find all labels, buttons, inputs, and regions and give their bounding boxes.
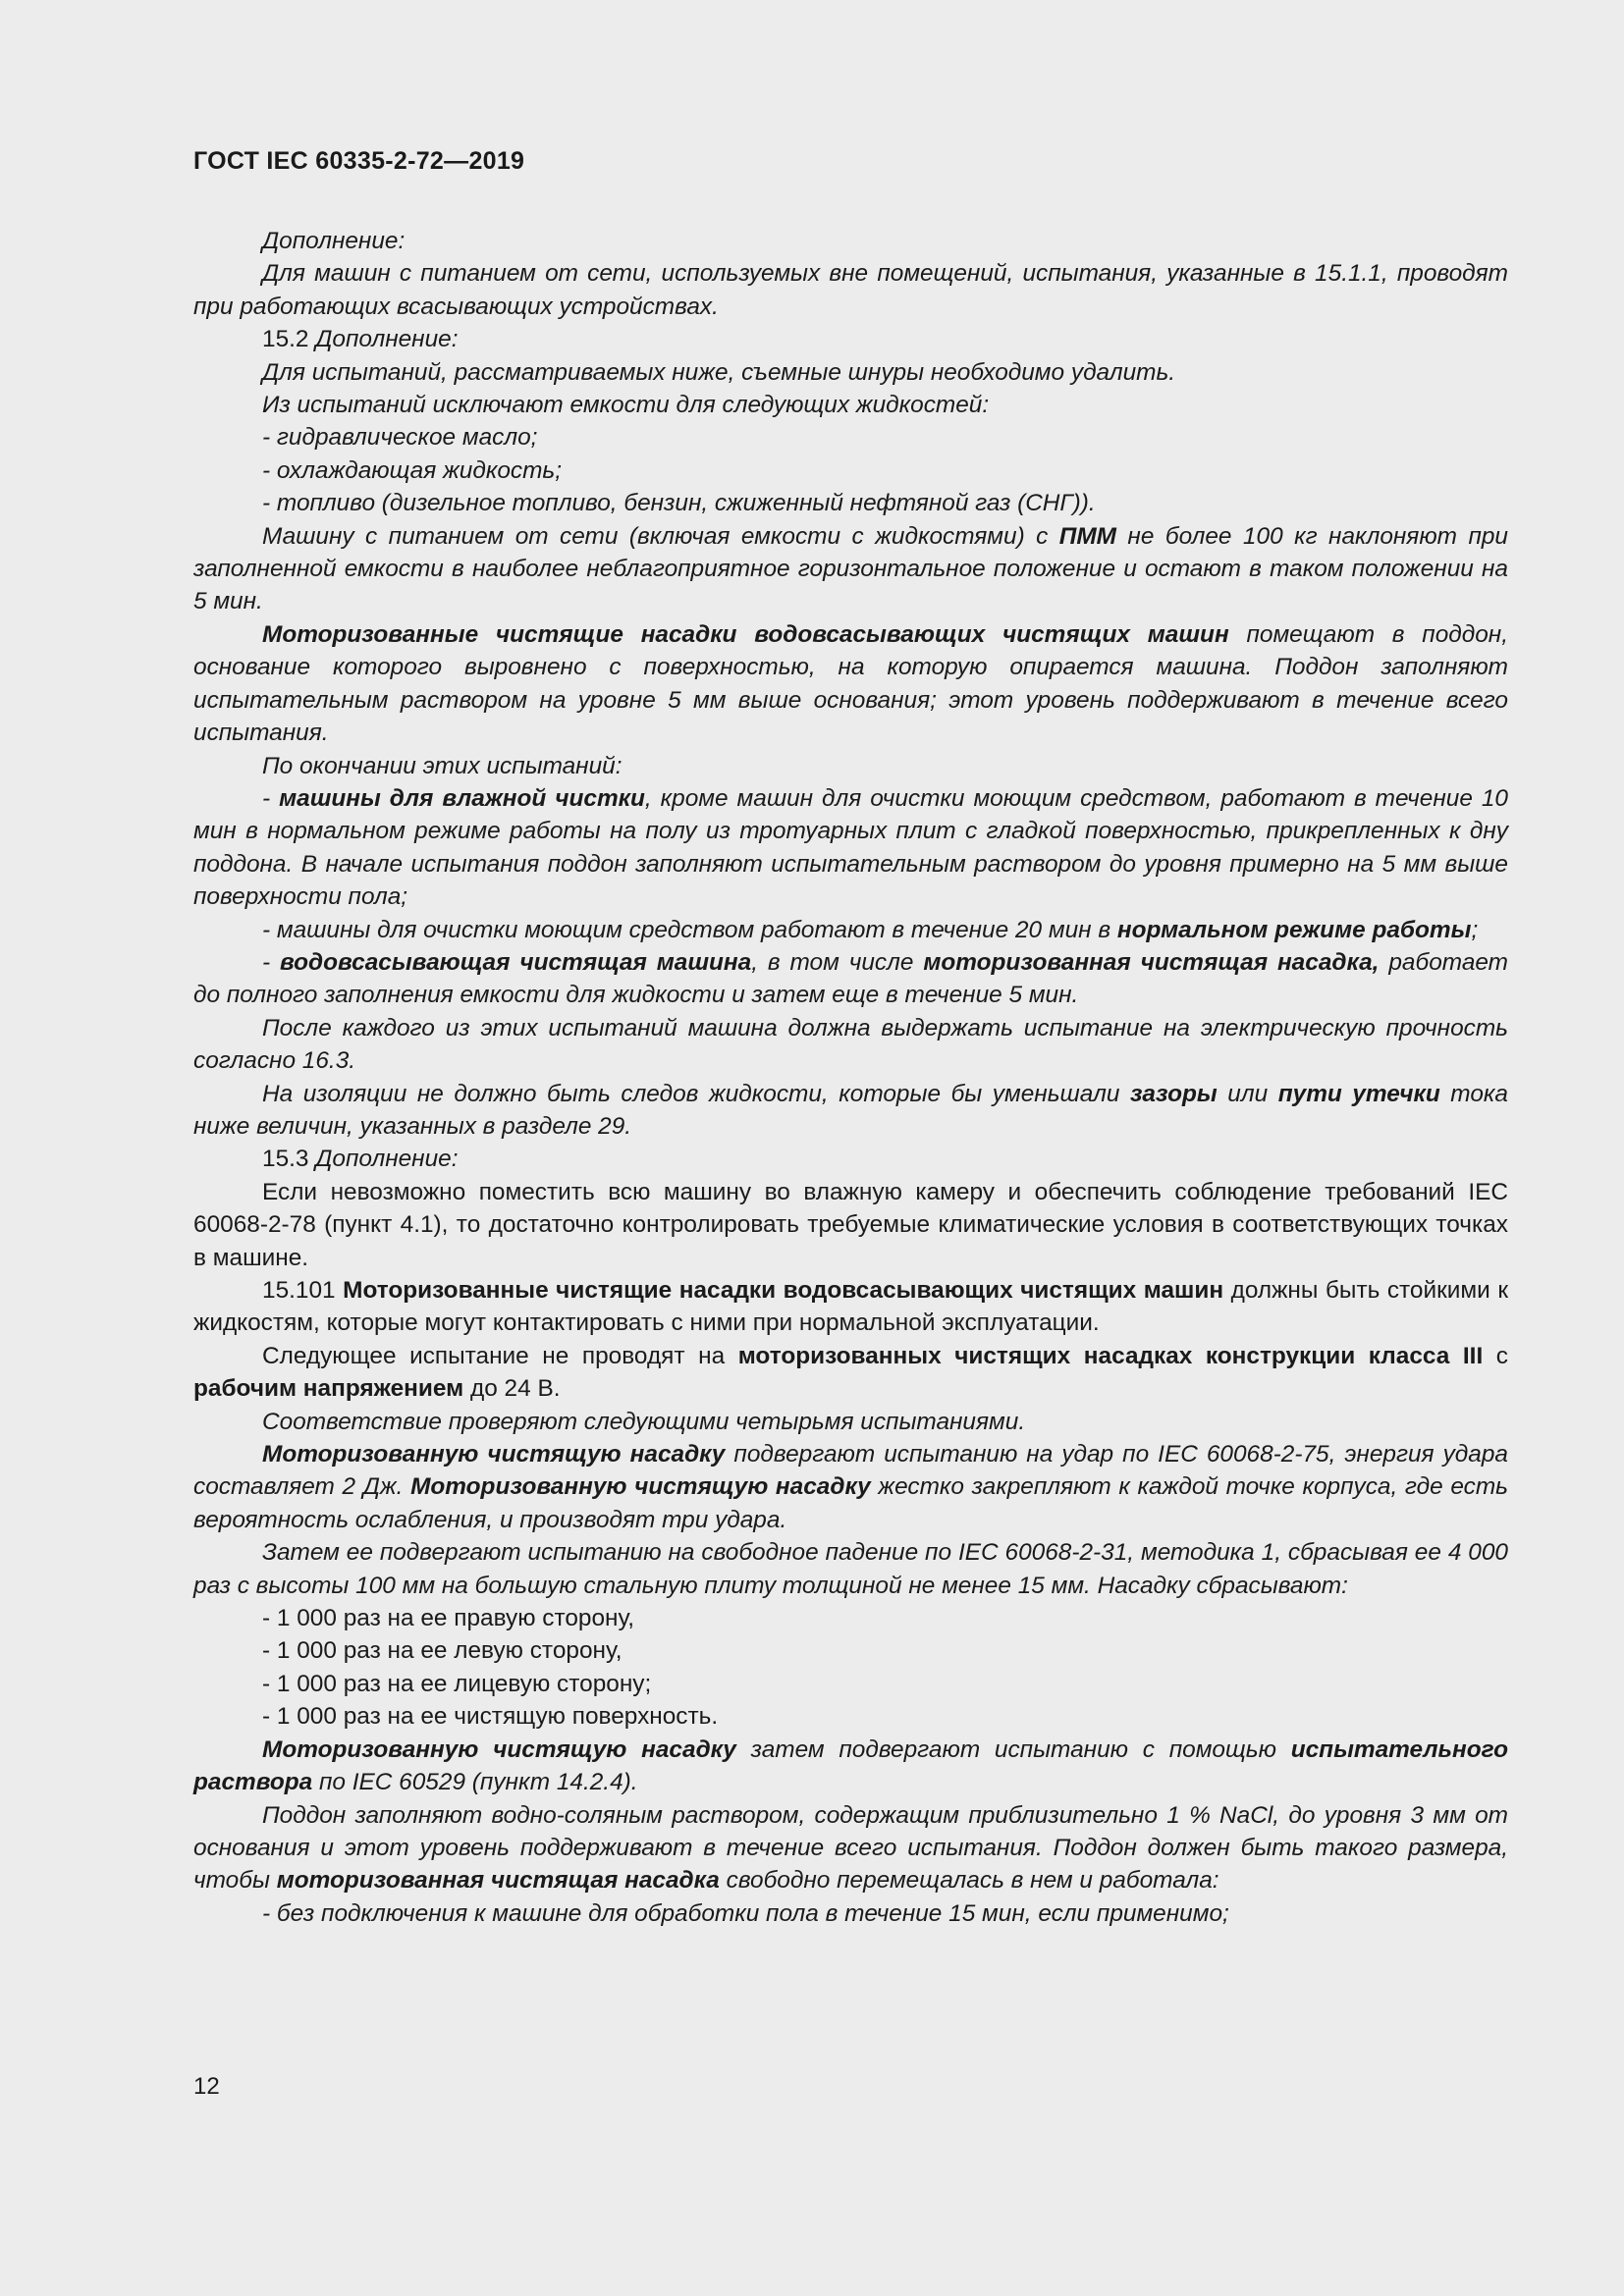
term: рабочим напряжением (193, 1375, 464, 1403)
paragraph (193, 323, 1508, 355)
text-run: , кроме машин для очистки моющим средством, работают в течение 10 мин в нормальном режиме работы на полу из тротуарных плит с гладкой поверхностью, прикрепленных к дну поддона. В начале испытания поддон заполняют испытательным раствором до уровня примерно на 5 мм выше поверхности пола; (193, 784, 1508, 911)
paragraph (193, 1274, 1508, 1340)
text-run: Следующее испытание не проводят на (262, 1342, 738, 1369)
text-run: не более 100 кг наклоняют при заполненной емкости в наиболее неблагоприятное горизонтальное положение и остают в таком положении на 5 мин. (193, 522, 1508, 615)
paragraph: После каждого из этих испытаний машина должна выдержать испытание на электрическую прочность согласно 16.3. (193, 1014, 1508, 1075)
paragraph (193, 1438, 1508, 1536)
text-run: по IEC 60529 (пункт 14.2.4). (312, 1769, 638, 1796)
term: ПММ (1058, 522, 1116, 550)
text-run: жестко закрепляют к каждой точке корпуса, где есть вероятность ослабления, и производят три удара. (193, 1473, 1508, 1533)
term: моторизованная чистящая насадка, (923, 948, 1380, 976)
list-item: - 1 000 раз на ее левую сторону, (262, 1637, 623, 1665)
paragraph: Если невозможно поместить всю машину во влажную камеру и обеспечить соблюдение требований IEC 60068-2-78 (пункт 4.1), то достаточно контролировать требуемые климатические условия в соответствующих точках в машине. (193, 1178, 1508, 1271)
term: моторизованная чистящая насадка (276, 1867, 720, 1895)
text-run: должны быть стойкими к жидкостям, которые могут контактировать с ними при нормальной эксплуатации. (193, 1277, 1508, 1337)
text-run: с (1483, 1342, 1508, 1369)
paragraph (193, 1799, 1508, 1897)
text-run: - (262, 784, 280, 812)
text-run: На изоляции не должно быть следов жидкости, которые бы уменьшали (262, 1080, 1130, 1107)
term: Моторизованные чистящие насадки водовсасывающих чистящих машин (343, 1277, 1224, 1304)
paragraph: По окончании этих испытаний: (262, 752, 623, 779)
term: Моторизованные чистящие насадки водовсасывающих чистящих машин (262, 620, 1229, 648)
text-run: , в том числе (751, 948, 924, 976)
text-run: или (1217, 1080, 1278, 1107)
list-item: - гидравлическое масло; (262, 424, 538, 452)
term: водовсасывающая чистящая машина (280, 948, 752, 976)
term: моторизованных чистящих насадках конструкции класса III (737, 1342, 1484, 1369)
list-item: - охлаждающая жидкость; (262, 456, 563, 484)
list-item: - топливо (дизельное топливо, бензин, сжиженный нефтяной газ (СНГ)). (262, 490, 1096, 517)
paragraph (193, 1078, 1508, 1144)
text-run: подвергают испытанию на удар по IEC 60068-2-75, энергия удара составляет 2 Дж. (193, 1441, 1508, 1501)
text-run: помещают в поддон, основание которого выровнено с поверхностью, на которую опирается машина. Поддон заполняют испытательным раствором на уровне 5 мм выше основания; этот уровень поддерживают в течение всего испытания. (193, 620, 1508, 747)
paragraph: Для машин с питанием от сети, используемых вне помещений, испытания, указанные в 15.1.1, проводят при работающих всасывающих устройствах. (193, 260, 1508, 320)
term: Моторизованную чистящую насадку (262, 1735, 736, 1763)
term: испытательного раствора (193, 1735, 1508, 1796)
paragraph: Для испытаний, рассматриваемых ниже, съемные шнуры необходимо удалить. (262, 358, 1176, 386)
document-body (193, 225, 1508, 1930)
text-run: до 24 В. (463, 1375, 561, 1403)
text-run: - (262, 948, 281, 976)
term: машины для влажной чистки (279, 784, 645, 812)
clause-number: 15.2 (262, 326, 316, 353)
term: пути утечки (1277, 1080, 1440, 1107)
clause-label: Дополнение: (315, 326, 459, 353)
text-run: ; (1471, 916, 1479, 943)
paragraph (193, 520, 1508, 618)
paragraph (193, 618, 1508, 750)
clause-number: 15.101 (262, 1277, 344, 1304)
term: зазоры (1129, 1080, 1218, 1107)
term: нормальном режиме работы (1116, 916, 1472, 943)
page-number: 12 (193, 2073, 220, 2100)
list-item (193, 782, 1508, 914)
text-run: затем подвергают испытанию с помощью (735, 1735, 1291, 1763)
paragraph: Дополнение: (262, 228, 406, 254)
text-run: тока ниже величин, указанных в разделе 29. (193, 1080, 1508, 1140)
text-run: Машину с питанием от сети (включая емкости с жидкостями) с (262, 522, 1059, 550)
clause-label: Дополнение: (315, 1146, 459, 1173)
paragraph (193, 1734, 1508, 1799)
text-run: работает до полного заполнения емкости для жидкости и затем еще в течение 5 мин. (193, 948, 1508, 1009)
list-item (193, 914, 1508, 946)
term: Моторизованную чистящую насадку (262, 1441, 726, 1468)
term: Моторизованную чистящую насадку (410, 1473, 871, 1501)
text-run: свободно перемещалась в нем и работала: (719, 1867, 1219, 1895)
clause-number: 15.3 (262, 1146, 316, 1173)
paragraph: Соответствие проверяют следующими четырьмя испытаниями. (262, 1408, 1026, 1435)
text-run: Поддон заполняют водно-соляным раствором, содержащим приблизительно 1 % NaCl, до уровня 3 мм от основания и этот уровень поддерживают в течение всего испытания. Поддон должен быть такого размера, чтобы (193, 1801, 1508, 1895)
paragraph (193, 1340, 1508, 1406)
paragraph: Из испытаний исключают емкости для следующих жидкостей: (262, 392, 990, 419)
list-item: - 1 000 раз на ее правую сторону, (262, 1605, 635, 1632)
list-item (193, 946, 1508, 1012)
list-item: - 1 000 раз на ее лицевую сторону; (262, 1670, 652, 1697)
list-item: - 1 000 раз на ее чистящую поверхность. (262, 1703, 719, 1731)
paragraph (193, 1143, 1508, 1175)
text-run: - машины для очистки моющим средством работают в течение 20 мин в (262, 916, 1117, 943)
document-header: ГОСТ IEC 60335-2-72—2019 (193, 147, 525, 175)
paragraph: Затем ее подвергают испытанию на свободное падение по IEC 60068-2-31, методика 1, сбрасывая ее 4 000 раз с высоты 100 мм на большую стальную плиту толщиной не менее 15 мм. Насадку сбрасывают: (193, 1539, 1508, 1599)
list-item: - без подключения к машине для обработки пола в течение 15 мин, если применимо; (262, 1899, 1229, 1927)
